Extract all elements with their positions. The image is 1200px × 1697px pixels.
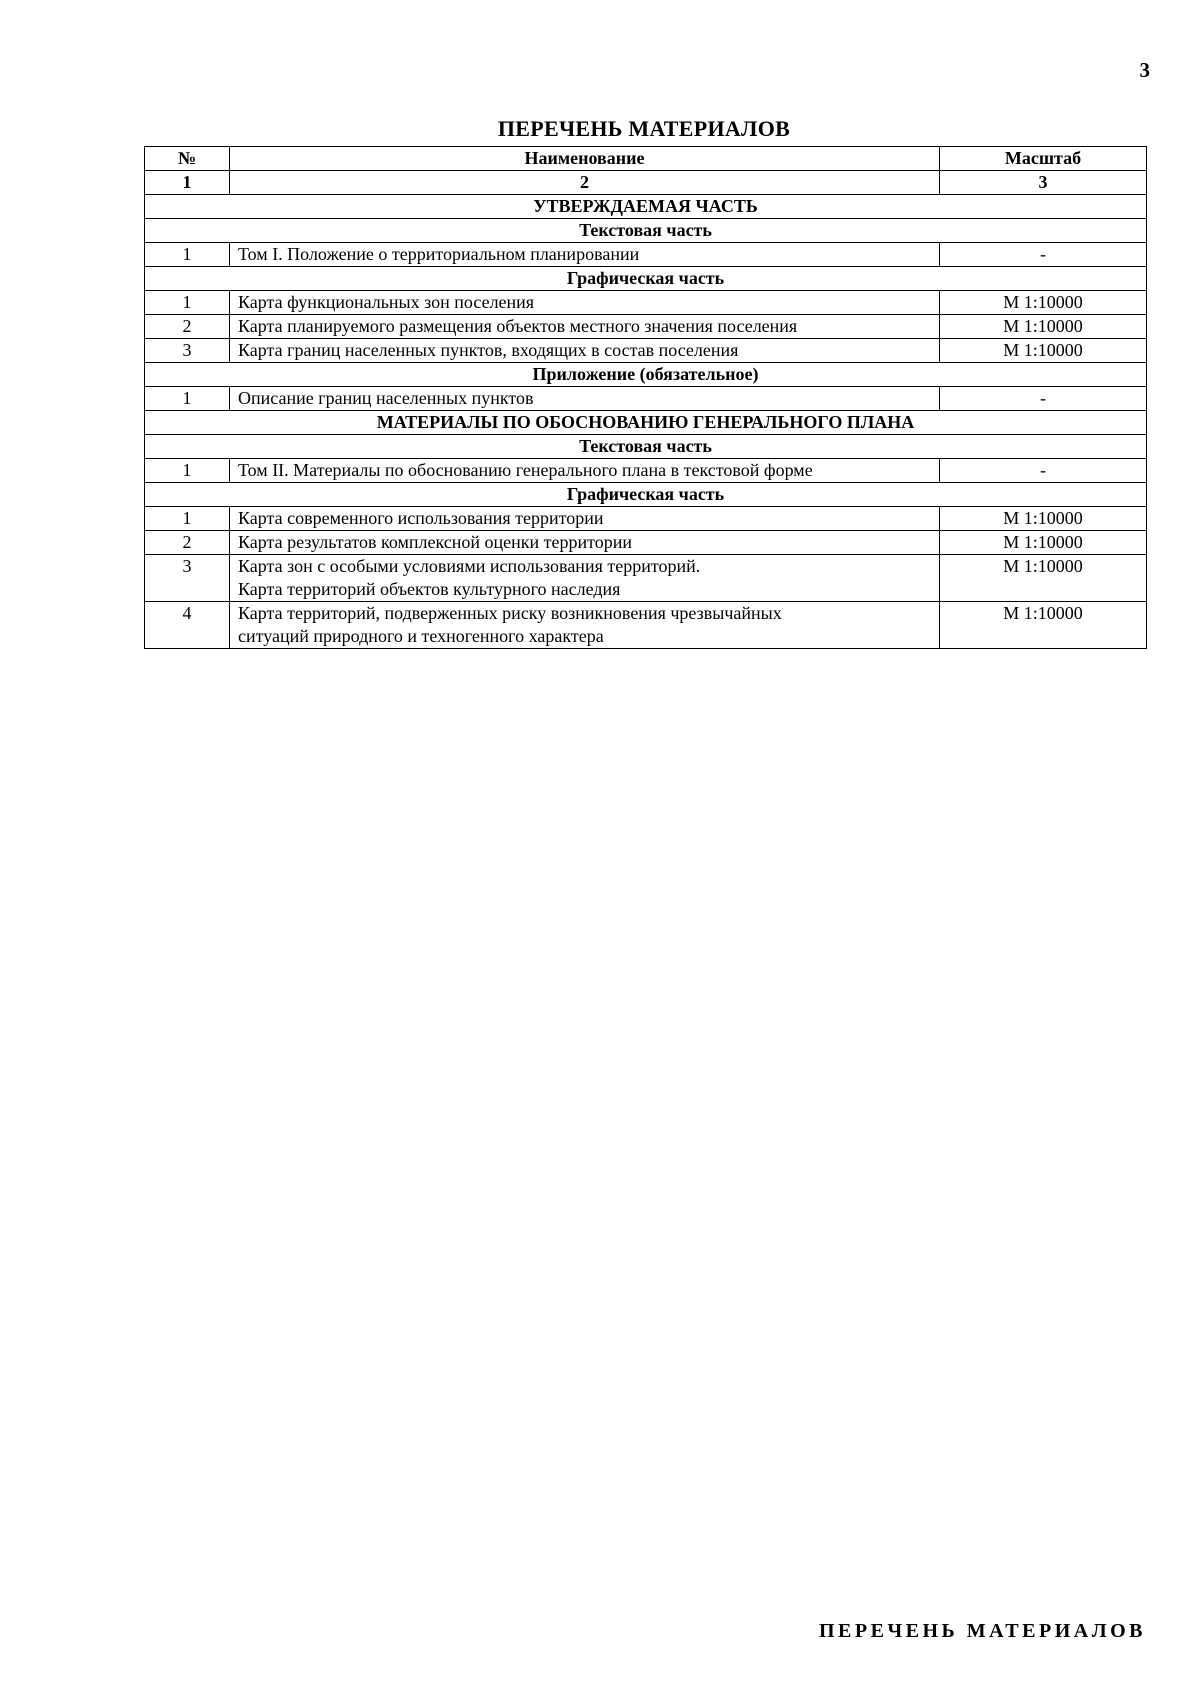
document-title: ПЕРЕЧЕНЬ МАТЕРИАЛОВ bbox=[497, 116, 791, 141]
table-row bbox=[145, 602, 1147, 649]
footer-title: ПЕРЕЧЕНЬ МАТЕРИАЛОВ bbox=[818, 1620, 1146, 1642]
column-number-1: 1 bbox=[145, 171, 230, 195]
row-name-line: Карта планируемого размещения объектов местного значения поселения bbox=[238, 316, 798, 336]
row-name bbox=[230, 243, 940, 267]
row-name bbox=[230, 315, 940, 339]
row-name bbox=[230, 291, 940, 315]
row-scale: М 1:10000 bbox=[940, 315, 1147, 339]
subsection-title: Графическая часть bbox=[145, 267, 1147, 291]
row-name-line: Карта функциональных зон поселения bbox=[238, 292, 535, 312]
row-scale: - bbox=[940, 387, 1147, 411]
row-scale: М 1:10000 bbox=[940, 555, 1147, 602]
table-row bbox=[145, 315, 1147, 339]
row-number: 4 bbox=[145, 602, 230, 649]
subsection-row bbox=[145, 363, 1147, 387]
row-number: 3 bbox=[145, 555, 230, 602]
header-name: Наименование bbox=[230, 147, 940, 171]
row-scale: М 1:10000 bbox=[940, 291, 1147, 315]
row-scale: - bbox=[940, 243, 1147, 267]
table-row bbox=[145, 531, 1147, 555]
row-scale: М 1:10000 bbox=[940, 339, 1147, 363]
table-row bbox=[145, 291, 1147, 315]
row-name-line: Том I. Положение о территориальном планировании bbox=[238, 244, 640, 264]
row-name-line: Описание границ населенных пунктов bbox=[238, 388, 534, 408]
section-row bbox=[145, 195, 1147, 219]
header-row bbox=[145, 147, 1147, 171]
row-number: 1 bbox=[145, 459, 230, 483]
table-row bbox=[145, 339, 1147, 363]
table-row bbox=[145, 243, 1147, 267]
row-number: 3 bbox=[145, 339, 230, 363]
subsection-title: Текстовая часть bbox=[145, 435, 1147, 459]
row-name-line: Карта зон с особыми условиями использования территорий. bbox=[238, 556, 701, 576]
row-name bbox=[230, 339, 940, 363]
row-name bbox=[230, 555, 940, 602]
subsection-title: Приложение (обязательное) bbox=[145, 363, 1147, 387]
row-number: 1 bbox=[145, 243, 230, 267]
table-row bbox=[145, 459, 1147, 483]
column-number-3: 3 bbox=[940, 171, 1147, 195]
row-number: 1 bbox=[145, 507, 230, 531]
row-name-line: Карта современного использования территории bbox=[238, 508, 604, 528]
materials-table bbox=[144, 146, 1147, 649]
header-scale: Масштаб bbox=[940, 147, 1147, 171]
row-scale: М 1:10000 bbox=[940, 507, 1147, 531]
subsection-row bbox=[145, 435, 1147, 459]
subsection-row bbox=[145, 483, 1147, 507]
row-scale: М 1:10000 bbox=[940, 602, 1147, 649]
column-numbers-row bbox=[145, 171, 1147, 195]
row-name-line: Карта территорий, подверженных риску возникновения чрезвычайных bbox=[238, 603, 782, 623]
header-num: № bbox=[145, 147, 230, 171]
page-number: 3 bbox=[1139, 58, 1150, 82]
row-number: 1 bbox=[145, 387, 230, 411]
row-name-line: Том II. Материалы по обоснованию генерального плана в текстовой форме bbox=[238, 460, 813, 480]
row-number: 1 bbox=[145, 291, 230, 315]
subsection-row bbox=[145, 219, 1147, 243]
subsection-title: Графическая часть bbox=[145, 483, 1147, 507]
row-number: 2 bbox=[145, 315, 230, 339]
row-name-line: Карта территорий объектов культурного наследия bbox=[238, 579, 621, 599]
row-name-line: Карта границ населенных пунктов, входящих в состав поселения bbox=[238, 340, 739, 360]
materials-table-body bbox=[145, 147, 1147, 649]
section-title: МАТЕРИАЛЫ ПО ОБОСНОВАНИЮ ГЕНЕРАЛЬНОГО ПЛАНА bbox=[145, 411, 1147, 435]
row-name bbox=[230, 531, 940, 555]
subsection-row bbox=[145, 267, 1147, 291]
row-name-line: Карта результатов комплексной оценки территории bbox=[238, 532, 633, 552]
table-row bbox=[145, 555, 1147, 602]
row-name bbox=[230, 459, 940, 483]
row-number: 2 bbox=[145, 531, 230, 555]
row-scale: М 1:10000 bbox=[940, 531, 1147, 555]
subsection-title: Текстовая часть bbox=[145, 219, 1147, 243]
row-name bbox=[230, 602, 940, 649]
row-name-line: ситуаций природного и техногенного характера bbox=[238, 626, 604, 646]
table-row bbox=[145, 507, 1147, 531]
row-scale: - bbox=[940, 459, 1147, 483]
row-name bbox=[230, 387, 940, 411]
section-title: УТВЕРЖДАЕМАЯ ЧАСТЬ bbox=[145, 195, 1147, 219]
table-row bbox=[145, 387, 1147, 411]
row-name bbox=[230, 507, 940, 531]
column-number-2: 2 bbox=[230, 171, 940, 195]
section-row bbox=[145, 411, 1147, 435]
